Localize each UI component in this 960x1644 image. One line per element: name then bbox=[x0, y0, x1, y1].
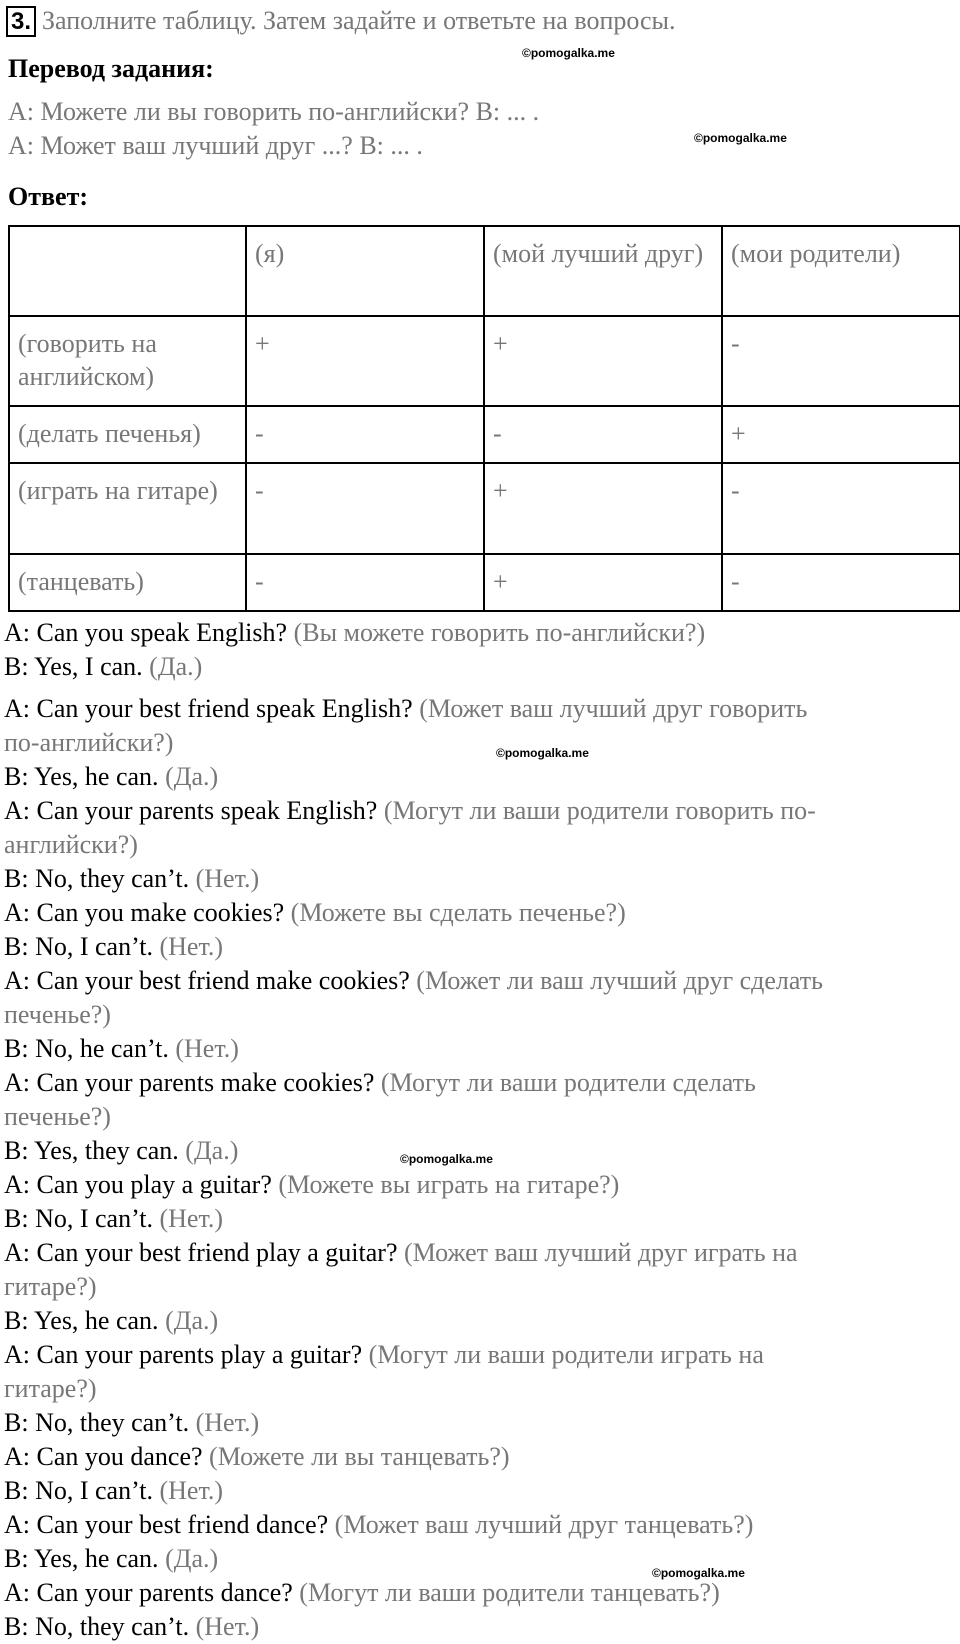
watermark: ©pomogalka.me bbox=[400, 1152, 493, 1166]
table-cell: + bbox=[484, 316, 722, 406]
dialog-line: A: Can your best friend play a guitar? (Может ваш лучший друг играть на bbox=[4, 1238, 798, 1267]
dialog-line: A: Can your best friend make cookies? (Может ли ваш лучший друг сделать bbox=[4, 966, 823, 995]
dialog-line: B: No, I can’t. (Нет.) bbox=[4, 932, 224, 961]
dialog-line: по-английски?) bbox=[4, 728, 174, 757]
table-cell: - bbox=[722, 316, 960, 406]
dialog-line: B: No, he can’t. (Нет.) bbox=[4, 1034, 239, 1063]
table-cell: + bbox=[246, 316, 484, 406]
table-row bbox=[9, 316, 960, 406]
dialog-line: гитаре?) bbox=[4, 1272, 97, 1301]
dialog-line: B: No, they can’t. (Нет.) bbox=[4, 1408, 260, 1437]
dialog-line: A: Can your parents speak English? (Могут ли ваши родители говорить по- bbox=[4, 796, 816, 825]
row-label: (говорить на английском) bbox=[9, 316, 246, 406]
dialog-line: B: No, they can’t. (Нет.) bbox=[4, 1612, 260, 1641]
table-header-cell: (мой лучший друг) bbox=[484, 226, 722, 316]
watermark: ©pomogalka.me bbox=[652, 1566, 745, 1580]
dialog-line: A: Can your best friend speak English? (Может ваш лучший друг говорить bbox=[4, 694, 808, 723]
table-cell: - bbox=[722, 463, 960, 554]
dialog-line: B: Yes, they can. (Да.) bbox=[4, 1136, 239, 1165]
table-header-cell: (мои родители) bbox=[722, 226, 960, 316]
table-cell: + bbox=[484, 463, 722, 554]
dialog-line: английски?) bbox=[4, 830, 138, 859]
dialog-line: B: No, they can’t. (Нет.) bbox=[4, 864, 260, 893]
table-row bbox=[9, 554, 960, 611]
watermark: ©pomogalka.me bbox=[694, 131, 787, 145]
dialog-line: B: Yes, I can. (Да.) bbox=[4, 652, 203, 681]
dialog-line: A: Can your parents dance? (Могут ли ваши родители танцевать?) bbox=[4, 1578, 720, 1607]
dialog-line: A: Can your best friend dance? (Может ваш лучший друг танцевать?) bbox=[4, 1510, 754, 1539]
row-label: (играть на гитаре) bbox=[9, 463, 246, 554]
table-cell: - bbox=[246, 406, 484, 463]
dialog-line: A: Can you make cookies? (Можете вы сделать печенье?) bbox=[4, 898, 626, 927]
table-header-cell bbox=[9, 226, 246, 316]
row-label: (делать печенья) bbox=[9, 406, 246, 463]
table-cell: - bbox=[246, 463, 484, 554]
table-cell: + bbox=[484, 554, 722, 611]
translation-line: A: Можете ли вы говорить по-английски? B: ... . bbox=[8, 97, 540, 126]
task-number: 3. bbox=[6, 6, 36, 37]
answer-table bbox=[8, 225, 960, 612]
translation-heading: Перевод задания: bbox=[8, 54, 214, 83]
dialog-line: A: Can your parents make cookies? (Могут ли ваши родители сделать bbox=[4, 1068, 756, 1097]
table-header-cell: (я) bbox=[246, 226, 484, 316]
dialog-line: B: Yes, he can. (Да.) bbox=[4, 1306, 219, 1335]
dialog-line: A: Can you dance? (Можете ли вы танцевать?) bbox=[4, 1442, 510, 1471]
dialog bbox=[4, 616, 954, 1644]
dialog-line: B: Yes, he can. (Да.) bbox=[4, 762, 219, 791]
dialog-line: A: Can your parents play a guitar? (Могут ли ваши родители играть на bbox=[4, 1340, 764, 1369]
table-cell: - bbox=[484, 406, 722, 463]
table-cell: + bbox=[722, 406, 960, 463]
translation-line: A: Может ваш лучший друг ...? B: ... . bbox=[8, 131, 423, 160]
table-cell: - bbox=[722, 554, 960, 611]
task-header bbox=[6, 4, 676, 38]
table-row bbox=[9, 463, 960, 554]
dialog-line: B: Yes, he can. (Да.) bbox=[4, 1544, 219, 1573]
dialog-line: печенье?) bbox=[4, 1102, 111, 1131]
watermark: ©pomogalka.me bbox=[522, 46, 615, 60]
task-instruction: Заполните таблицу. Затем задайте и ответьте на вопросы. bbox=[42, 6, 676, 35]
dialog-line: A: Can you play a guitar? (Можете вы играть на гитаре?) bbox=[4, 1170, 620, 1199]
answer-heading: Ответ: bbox=[8, 182, 89, 211]
dialog-line: гитаре?) bbox=[4, 1374, 97, 1403]
dialog-line: B: No, I can’t. (Нет.) bbox=[4, 1476, 224, 1505]
table-header-row bbox=[9, 226, 960, 316]
row-label: (танцевать) bbox=[9, 554, 246, 611]
dialog-line: A: Can you speak English? (Вы можете говорить по-английски?) bbox=[4, 618, 706, 647]
dialog-line: B: No, I can’t. (Нет.) bbox=[4, 1204, 224, 1233]
table-cell: - bbox=[246, 554, 484, 611]
table-row bbox=[9, 406, 960, 463]
watermark: ©pomogalka.me bbox=[496, 746, 589, 760]
dialog-line: печенье?) bbox=[4, 1000, 111, 1029]
